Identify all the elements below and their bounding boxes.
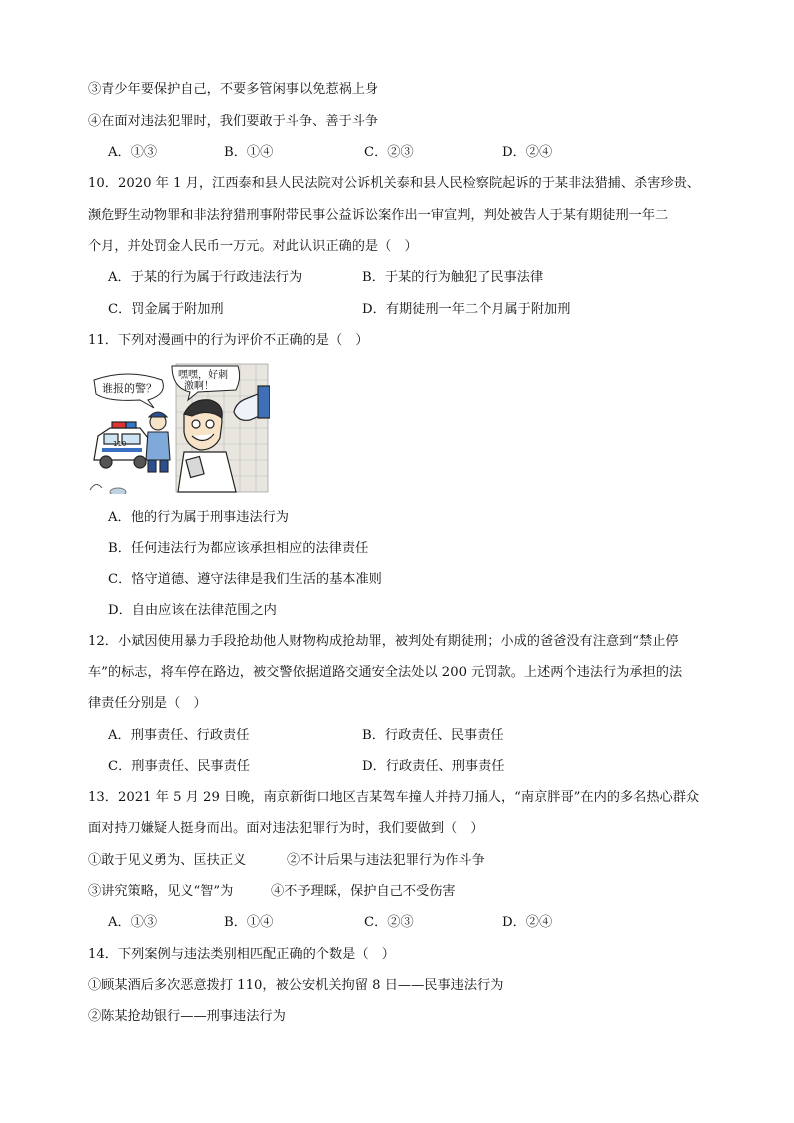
q11-stem: 11．下列对漫画中的行为评价不正确的是（ ） bbox=[88, 333, 369, 348]
q10-stem-line1: 10．2020 年 1 月，江西泰和县人民法院对公诉机关泰和县人民检察院起诉的于某非法猎捕、杀害珍贵、 bbox=[88, 176, 700, 191]
q10-choice-d: D．有期徒刑一年二个月属于附加刑 bbox=[362, 302, 571, 317]
q11-choice-d: D．自由应该在法律范围之内 bbox=[108, 603, 277, 618]
left-bubble-text: 谁报的警？ bbox=[102, 382, 157, 395]
q12-stem-line2: 车”的标志，将车停在路边，被交警依据道路交通安全法处以 200 元罚款。上述两个违法行为承担的法 bbox=[88, 665, 683, 680]
q11-choice-b: B．任何违法行为都应该承担相应的法律责任 bbox=[108, 541, 369, 556]
q13-statement-3: ③讲究策略，见义“智”为 bbox=[88, 884, 234, 899]
q12-choice-c: C．刑事责任、民事责任 bbox=[108, 759, 250, 774]
q10-choice-c: C．罚金属于附加刑 bbox=[108, 302, 224, 317]
cartoon-illustration bbox=[88, 362, 270, 494]
q12-choice-b: B．行政责任、民事责任 bbox=[362, 728, 504, 743]
q13-stem-line1: 13．2021 年 5 月 29 日晚，南京新街口地区吉某驾车撞人并持刀捅人，“南京胖哥”在内的多名热心群众 bbox=[88, 790, 700, 805]
q10-choice-a: A．于某的行为属于行政违法行为 bbox=[108, 270, 303, 285]
q13-choice-c: C．②③ bbox=[364, 915, 414, 930]
q12-choice-d: D．行政责任、刑事责任 bbox=[362, 759, 505, 774]
q9-choice-a: A．①③ bbox=[108, 145, 158, 160]
q9-choice-c: C．②③ bbox=[364, 145, 414, 160]
q13-statement-1: ①敢于见义勇为、匡扶正义 bbox=[88, 853, 247, 868]
option-3-text: ③青少年要保护自己，不要多管闲事以免惹祸上身 bbox=[88, 82, 379, 97]
q9-choice-d: D．②④ bbox=[502, 145, 553, 160]
q14-stem: 14．下列案例与违法类别相匹配正确的个数是（ ） bbox=[88, 947, 395, 962]
q10-choice-b: B．于某的行为触犯了民事法律 bbox=[362, 270, 544, 285]
option-4-text: ④在面对违法犯罪时，我们要敢于斗争、善于斗争 bbox=[88, 114, 379, 129]
q12-stem-line3: 律责任分别是（ ） bbox=[88, 696, 207, 711]
q12-stem-line1: 12．小斌因使用暴力手段抢劫他人财物构成抢劫罪，被判处有期徒刑；小成的爸爸没有注意到“禁止停 bbox=[88, 634, 679, 649]
right-bubble-text-2: 激啊！ bbox=[184, 381, 214, 392]
q11-choice-a: A．他的行为属于刑事违法行为 bbox=[108, 510, 289, 525]
right-bubble-text-1: 嘿嘿，好刺 bbox=[178, 370, 228, 381]
q13-statement-4: ④不予理睬，保护自己不受伤害 bbox=[271, 884, 456, 899]
q14-case-2: ②陈某抢劫银行——刑事违法行为 bbox=[88, 1009, 286, 1024]
q14-case-1: ①顾某酒后多次恶意拨打 110，被公安机关拘留 8 日——民事违法行为 bbox=[88, 978, 504, 993]
q13-choice-d: D．②④ bbox=[502, 915, 553, 930]
q13-statement-2: ②不计后果与违法犯罪行为作斗争 bbox=[287, 853, 485, 868]
q13-stem-line2: 面对持刀嫌疑人挺身而出。面对违法犯罪行为时，我们要做到（ ） bbox=[88, 821, 484, 836]
q13-choice-a: A．①③ bbox=[108, 915, 158, 930]
q9-choice-b: B．①④ bbox=[224, 145, 274, 160]
car-number: 110 bbox=[113, 440, 127, 448]
q11-choice-c: C．恪守道德、遵守法律是我们生活的基本准则 bbox=[108, 572, 382, 587]
q10-stem-line3: 个月，并处罚金人民币一万元。对此认识正确的是（ ） bbox=[88, 239, 418, 254]
q10-stem-line2: 濒危野生动物罪和非法狩猎刑事附带民事公益诉讼案作出一审宣判，判处被告人于某有期徒刑一年二 bbox=[88, 208, 669, 223]
q13-choice-b: B．①④ bbox=[224, 915, 274, 930]
q12-choice-a: A．刑事责任、行政责任 bbox=[108, 728, 250, 743]
